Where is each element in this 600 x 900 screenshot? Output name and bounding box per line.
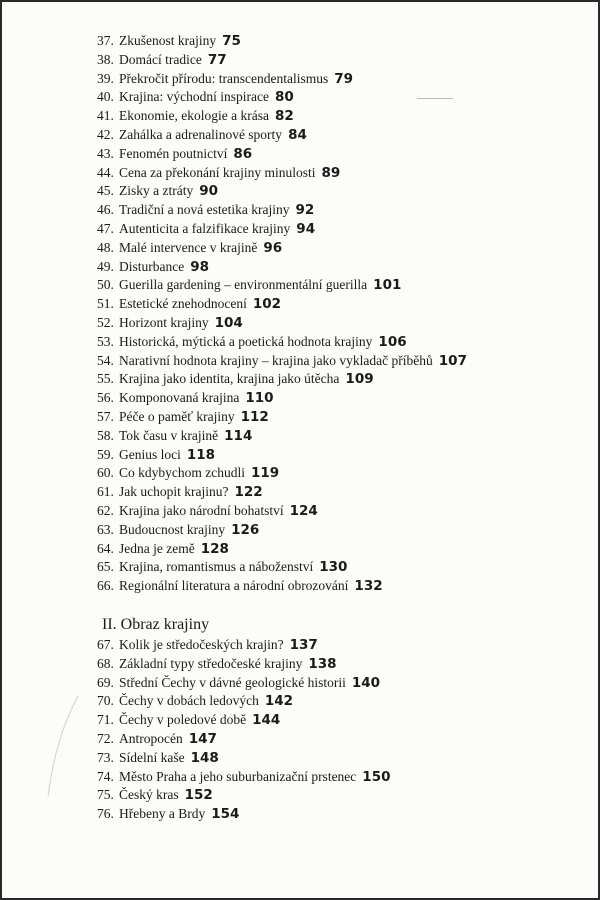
entry-page-number: 75 [222, 33, 241, 49]
toc-entry [97, 389, 274, 407]
entry-number: 37. [97, 33, 114, 48]
toc-entry [97, 730, 217, 748]
toc-entry [97, 70, 353, 88]
entry-number: 61. [97, 484, 114, 500]
toc-entry [97, 483, 263, 501]
entry-title: Guerilla gardening – environmentální guerilla [119, 277, 368, 293]
entry-page-number: 119 [250, 465, 280, 482]
entry-title: Malé intervence v krajině [119, 239, 258, 255]
toc-entry [97, 521, 259, 539]
toc-entry [97, 51, 227, 69]
entry-number: 67. [97, 637, 114, 652]
toc-entry [97, 674, 380, 692]
entry-number: 46. [97, 202, 114, 218]
entry-title: Překročit přírodu: transcendentalismus [119, 70, 329, 86]
entry-page-number: 112 [240, 409, 269, 425]
scan-mark-curve [42, 692, 82, 802]
entry-title: Sídelní kaše [119, 749, 185, 765]
toc-entry [97, 145, 252, 163]
entry-title: Kolik je středočeských krajin? [119, 637, 284, 652]
entry-number: 64. [97, 540, 114, 556]
toc-entry [97, 446, 215, 464]
entry-page-number: 147 [188, 731, 217, 747]
entry-title: Fenomén poutnictví [119, 145, 228, 161]
entry-page-number: 122 [234, 484, 263, 501]
entry-title: Historická, mýtická a poetická hodnota krajiny [119, 333, 373, 349]
entry-page-number: 154 [211, 806, 240, 823]
toc-entry [97, 464, 279, 482]
entry-title: Město Praha a jeho suburbanizační prstenec [119, 768, 357, 784]
entry-page-number: 79 [334, 70, 353, 87]
toc-entry [97, 201, 314, 219]
entry-number: 72. [97, 731, 114, 746]
entry-page-number: 102 [252, 296, 282, 313]
entry-title: Krajina jako národní bohatství [119, 503, 284, 518]
entry-title: Střední Čechy v dávné geologické historii [119, 674, 346, 690]
entry-number: 62. [97, 503, 114, 518]
toc-entry [97, 408, 269, 426]
toc-entry [97, 239, 282, 257]
entry-title: Horizont krajiny [119, 315, 209, 330]
entry-number: 56. [97, 390, 114, 406]
entry-title: Antropocén [119, 731, 183, 746]
entry-title: Jak uchopit krajinu? [119, 484, 229, 500]
entry-title: Cena za překonání krajiny minulosti [119, 164, 316, 180]
entry-title: Budoucnost krajiny [119, 521, 226, 537]
toc-entry [97, 692, 293, 710]
entry-number: 45. [97, 183, 114, 199]
toc-entry [97, 314, 243, 332]
entry-page-number: 89 [321, 164, 341, 181]
entry-number: 74. [97, 768, 114, 784]
entry-number: 53. [97, 333, 114, 349]
entry-page-number: 101 [373, 277, 402, 294]
entry-number: 58. [97, 427, 114, 443]
entry-number: 51. [97, 296, 114, 312]
entry-number: 48. [97, 239, 114, 255]
entry-title: Zkušenost krajiny [119, 33, 217, 48]
entry-page-number: 82 [274, 108, 294, 125]
entry-number: 63. [97, 521, 114, 537]
toc-entry [97, 636, 318, 654]
entry-number: 59. [97, 446, 114, 462]
entry-page-number: 148 [190, 749, 219, 766]
entry-number: 43. [97, 145, 114, 161]
entry-page-number: 80 [274, 89, 294, 106]
entry-number: 71. [97, 712, 114, 728]
toc-entry [97, 258, 209, 276]
entry-page-number: 126 [231, 521, 260, 538]
entry-page-number: 132 [354, 578, 383, 595]
entry-title: Narativní hodnota krajiny – krajina jako vykladač příběhů [119, 352, 433, 368]
toc-entry [97, 88, 294, 106]
entry-page-number: 128 [200, 540, 229, 557]
entry-title: Komponovaná krajina [119, 390, 240, 406]
entry-title: Čechy v poledové době [119, 712, 247, 728]
toc-entry [97, 126, 307, 144]
entry-number: 73. [97, 749, 114, 765]
toc-entry [97, 427, 252, 445]
toc-entry [97, 370, 374, 388]
entry-page-number: 150 [362, 768, 391, 785]
entry-title: Tradiční a nová estetika krajiny [119, 202, 290, 218]
toc-entry [97, 502, 318, 520]
entry-number: 76. [97, 806, 114, 822]
toc-entry [97, 107, 294, 125]
toc-entry [97, 577, 383, 595]
toc-entry [97, 182, 218, 200]
toc-entry [97, 768, 390, 786]
toc-entry [97, 786, 213, 804]
toc-entry [97, 749, 219, 767]
toc-entry [97, 655, 337, 673]
entry-title: Hřebeny a Brdy [119, 806, 206, 822]
entry-title: Český kras [119, 787, 179, 803]
entry-title: Regionální literatura a národní obrozování [119, 578, 349, 594]
entry-title: Krajina, romantismus a náboženství [119, 559, 314, 575]
entry-number: 66. [97, 578, 114, 594]
entry-title: Disturbance [119, 258, 185, 274]
entry-page-number: 107 [438, 352, 467, 369]
toc-entry [97, 540, 229, 558]
entry-title: Jedna je země [119, 540, 195, 556]
toc-entry [97, 295, 281, 313]
entry-page-number: 137 [289, 637, 318, 653]
entry-number: 65. [97, 559, 114, 575]
entry-number: 55. [97, 371, 114, 387]
entry-title: Co kdybychom zchudli [119, 465, 245, 481]
entry-page-number: 109 [345, 371, 374, 388]
entry-number: 47. [97, 221, 114, 236]
entry-page-number: 77 [207, 51, 227, 68]
toc-entry [97, 276, 401, 294]
section-heading: II. Obraz krajiny [102, 616, 210, 633]
entry-number: 69. [97, 674, 114, 690]
toc-entry [97, 220, 315, 238]
entry-title: Autenticita a falzifikace krajiny [119, 221, 291, 236]
entry-page-number: 90 [199, 183, 219, 200]
entry-page-number: 86 [233, 145, 253, 162]
entry-title: Domácí tradice [119, 51, 202, 67]
entry-page-number: 118 [186, 446, 216, 463]
entry-number: 54. [97, 352, 114, 368]
entry-number: 70. [97, 693, 114, 709]
scan-mark [417, 98, 453, 99]
entry-page-number: 106 [378, 333, 407, 350]
entry-number: 49. [97, 258, 114, 274]
entry-number: 41. [97, 108, 114, 124]
entry-page-number: 98 [190, 258, 210, 275]
entry-page-number: 92 [295, 202, 315, 219]
entry-page-number: 138 [308, 655, 337, 672]
entry-page-number: 110 [245, 390, 274, 407]
entry-title: Tok času v krajině [119, 427, 219, 443]
entry-number: 50. [97, 277, 114, 293]
entry-title: Krajina jako identita, krajina jako útěcha [119, 371, 340, 387]
entry-number: 42. [97, 127, 114, 142]
entry-number: 57. [97, 409, 114, 424]
entry-number: 39. [97, 70, 114, 86]
entry-page-number: 124 [289, 503, 318, 519]
toc-entry [97, 711, 280, 729]
entry-number: 60. [97, 465, 114, 481]
toc-entry [97, 164, 340, 182]
entry-page-number: 96 [263, 239, 283, 256]
entry-title: Krajina: východní inspirace [119, 89, 269, 105]
entry-title: Genius loci [119, 446, 181, 462]
entry-title: Čechy v dobách ledových [119, 693, 259, 709]
toc-entry [97, 805, 239, 823]
entry-title: Ekonomie, ekologie a krása [119, 108, 269, 124]
toc-entry [97, 333, 407, 351]
entry-number: 75. [97, 787, 114, 803]
entry-number: 44. [97, 164, 114, 180]
entry-page-number: 152 [184, 787, 213, 804]
entry-page-number: 114 [224, 427, 253, 444]
entry-page-number: 94 [296, 221, 316, 237]
entry-page-number: 84 [288, 127, 307, 143]
entry-page-number: 140 [351, 674, 381, 691]
entry-page-number: 104 [214, 315, 243, 331]
entry-page-number: 144 [252, 712, 281, 729]
entry-title: Estetické znehodnocení [119, 296, 247, 312]
entry-number: 40. [97, 89, 114, 105]
toc-entry [97, 32, 241, 50]
toc-entry [97, 352, 467, 370]
entry-number: 68. [97, 655, 114, 671]
entry-page-number: 142 [264, 693, 294, 710]
entry-title: Zahálka a adrenalinové sporty [119, 127, 283, 142]
entry-number: 52. [97, 315, 114, 330]
toc-entry [97, 558, 347, 576]
entry-number: 38. [97, 51, 114, 67]
entry-title: Základní typy středočeské krajiny [119, 655, 303, 671]
entry-title: Zisky a ztráty [119, 183, 194, 199]
entry-title: Péče o paměť krajiny [119, 409, 235, 424]
entry-page-number: 130 [319, 559, 348, 576]
